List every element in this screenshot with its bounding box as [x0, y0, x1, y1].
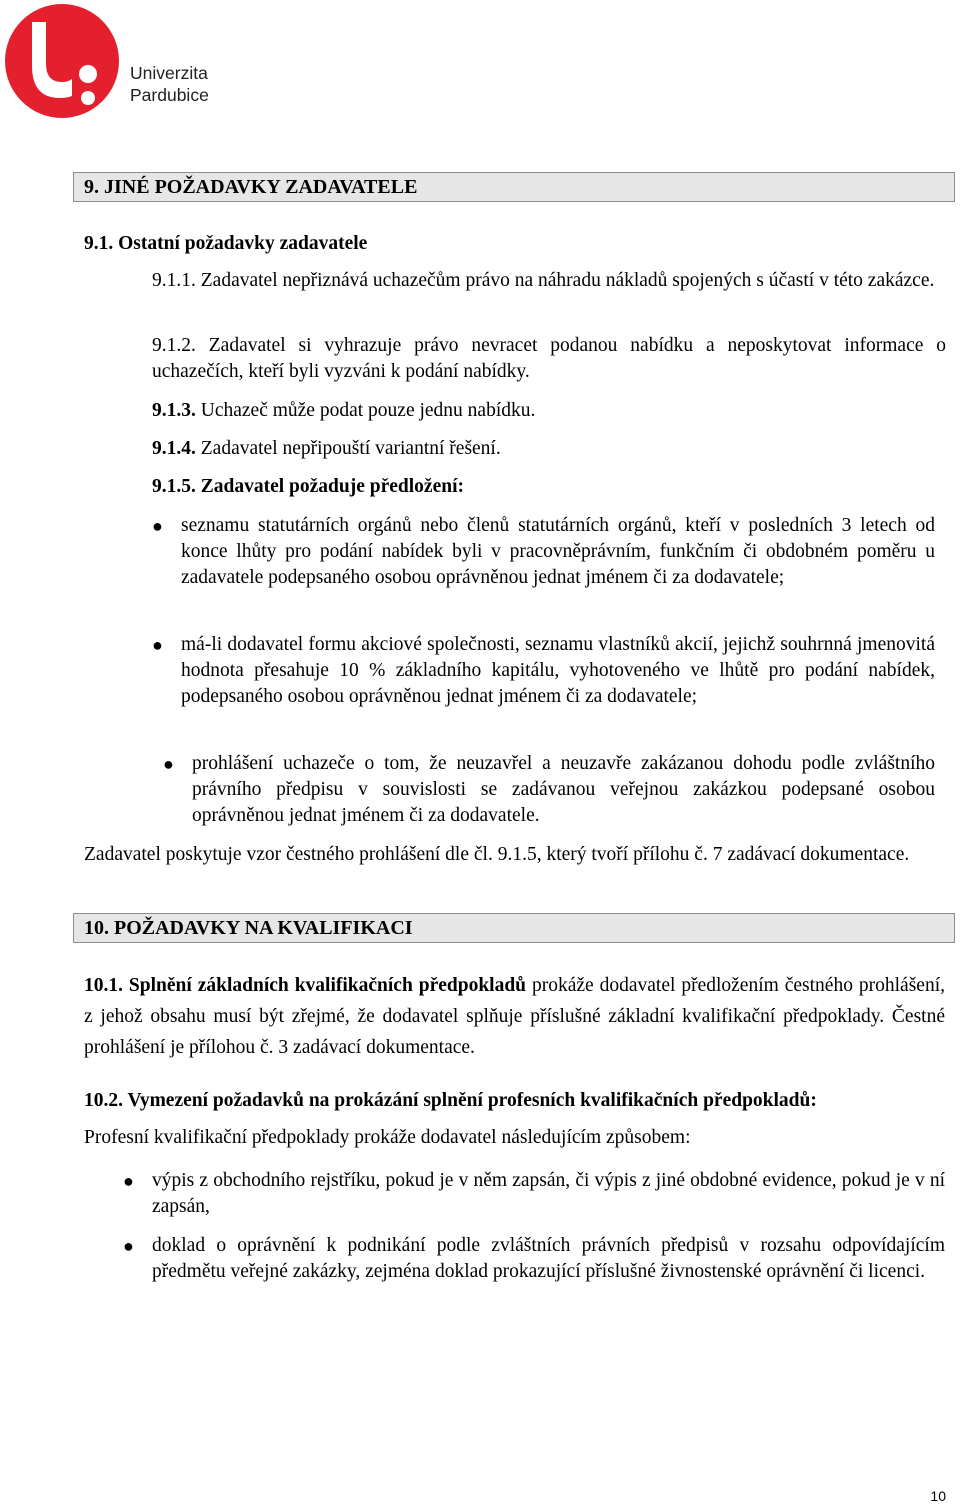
list-item-text: výpis z obchodního rejstříku, pokud je v něm zapsán, či výpis z jiné obdobné evidence, pokud je v ní zapsán,	[152, 1170, 945, 1217]
section-10-2-heading: 10.2. Vymezení požadavků na prokázání splnění profesních kvalifikačních předpokladů:	[84, 1090, 817, 1111]
paragraph-10-1	[84, 970, 945, 1063]
section-10-heading: 10. POŽADAVKY NA KVALIFIKACI	[73, 913, 955, 943]
item-9-1-5	[152, 474, 946, 500]
list-item-text: seznamu statutárních orgánů nebo členů statutárních orgánů, kteří v posledních 3 letech od konce lhůty pro podání nabídek byli v pracovněprávním, funkčním či obdobném poměru u zadavatele podepsaného osobou oprávněnou jednat jménem či za dodavatele;	[181, 515, 935, 588]
item-number: 9.1.5.	[152, 476, 196, 497]
item-text: Zadavatel si vyhrazuje právo nevracet podanou nabídku a neposkytovat informace o uchazečích, kteří byli vyzváni k podání nabídky.	[152, 335, 946, 382]
bullet-icon: ●	[163, 754, 174, 774]
university-logo-mark	[2, 2, 127, 120]
university-name	[130, 62, 209, 106]
item-9-1-2	[152, 333, 946, 385]
bullet-icon: ●	[123, 1171, 134, 1191]
item-text: Zadavatel nepřiznává uchazečům právo na náhradu nákladů spojených s účastí v této zakázce.	[200, 270, 935, 291]
list-item-text: má-li dodavatel formu akciové společnosti, seznamu vlastníků akcií, jejichž souhrnná jmenovitá hodnota přesahuje 10 % základního kapitálu, vyhotoveného ve lhůtě pro podání nabídek, podepsaného osobou oprávněnou jednat jménem či za dodavatele;	[181, 634, 935, 707]
item-text: Zadavatel požaduje předložení:	[200, 476, 464, 497]
item-number: 9.1.3.	[152, 400, 196, 421]
bullet-icon: ●	[152, 516, 163, 536]
item-text: Uchazeč může podat pouze jednu nabídku.	[200, 400, 536, 421]
item-number: 9.1.2.	[152, 335, 196, 356]
bullet-icon: ●	[123, 1236, 134, 1256]
section-9-1-heading: 9.1. Ostatní požadavky zadavatele	[84, 233, 368, 254]
university-logo	[2, 2, 222, 120]
section-9-heading: 9. JINÉ POŽADAVKY ZADAVATELE	[73, 172, 955, 202]
page-number: 10	[930, 1488, 946, 1504]
list-item-text: prohlášení uchazeče o tom, že neuzavřel a neuzavře zakázanou dohodu podle zvláštního právního předpisu v souvislosti se zadávanou veřejnou zakázkou podepsané osobou oprávněnou jednat jménem či za dodavatele.	[192, 753, 935, 826]
item-number: 9.1.4.	[152, 438, 196, 459]
paragraph-10-1-heading: 10.1. Splnění základních kvalifikačních předpokladů	[84, 975, 527, 996]
paragraph-10-1-text: prokáže dodavatel předložením čestného prohlášení, z jehož obsahu musí být zřejmé, že dodavatel splňuje příslušné základní kvalifikační předpoklady. Čestné prohlášení je přílohou č. 3 zadávací dokumentace.	[84, 975, 945, 1058]
list-item-text: doklad o oprávnění k podnikání podle zvláštních právních předpisů v rozsahu odpovídajícím předmětu veřejné zakázky, zejména doklad prokazující příslušné živnostenské oprávnění či licenci.	[152, 1235, 945, 1282]
university-name-line1: Univerzita	[130, 63, 208, 83]
closing-paragraph: Zadavatel poskytuje vzor čestného prohlášení dle čl. 9.1.5, který tvoří přílohu č. 7 zadávací dokumentace.	[84, 844, 910, 865]
section-10-2-intro: Profesní kvalifikační předpoklady prokáže dodavatel následujícím způsobem:	[84, 1127, 691, 1148]
item-text: Zadavatel nepřipouští variantní řešení.	[200, 438, 501, 459]
item-9-1-4	[152, 436, 946, 462]
university-name-line2: Pardubice	[130, 85, 209, 105]
item-number: 9.1.1.	[152, 270, 196, 291]
item-9-1-1	[152, 268, 946, 294]
item-9-1-3	[152, 398, 946, 424]
bullet-icon: ●	[152, 635, 163, 655]
